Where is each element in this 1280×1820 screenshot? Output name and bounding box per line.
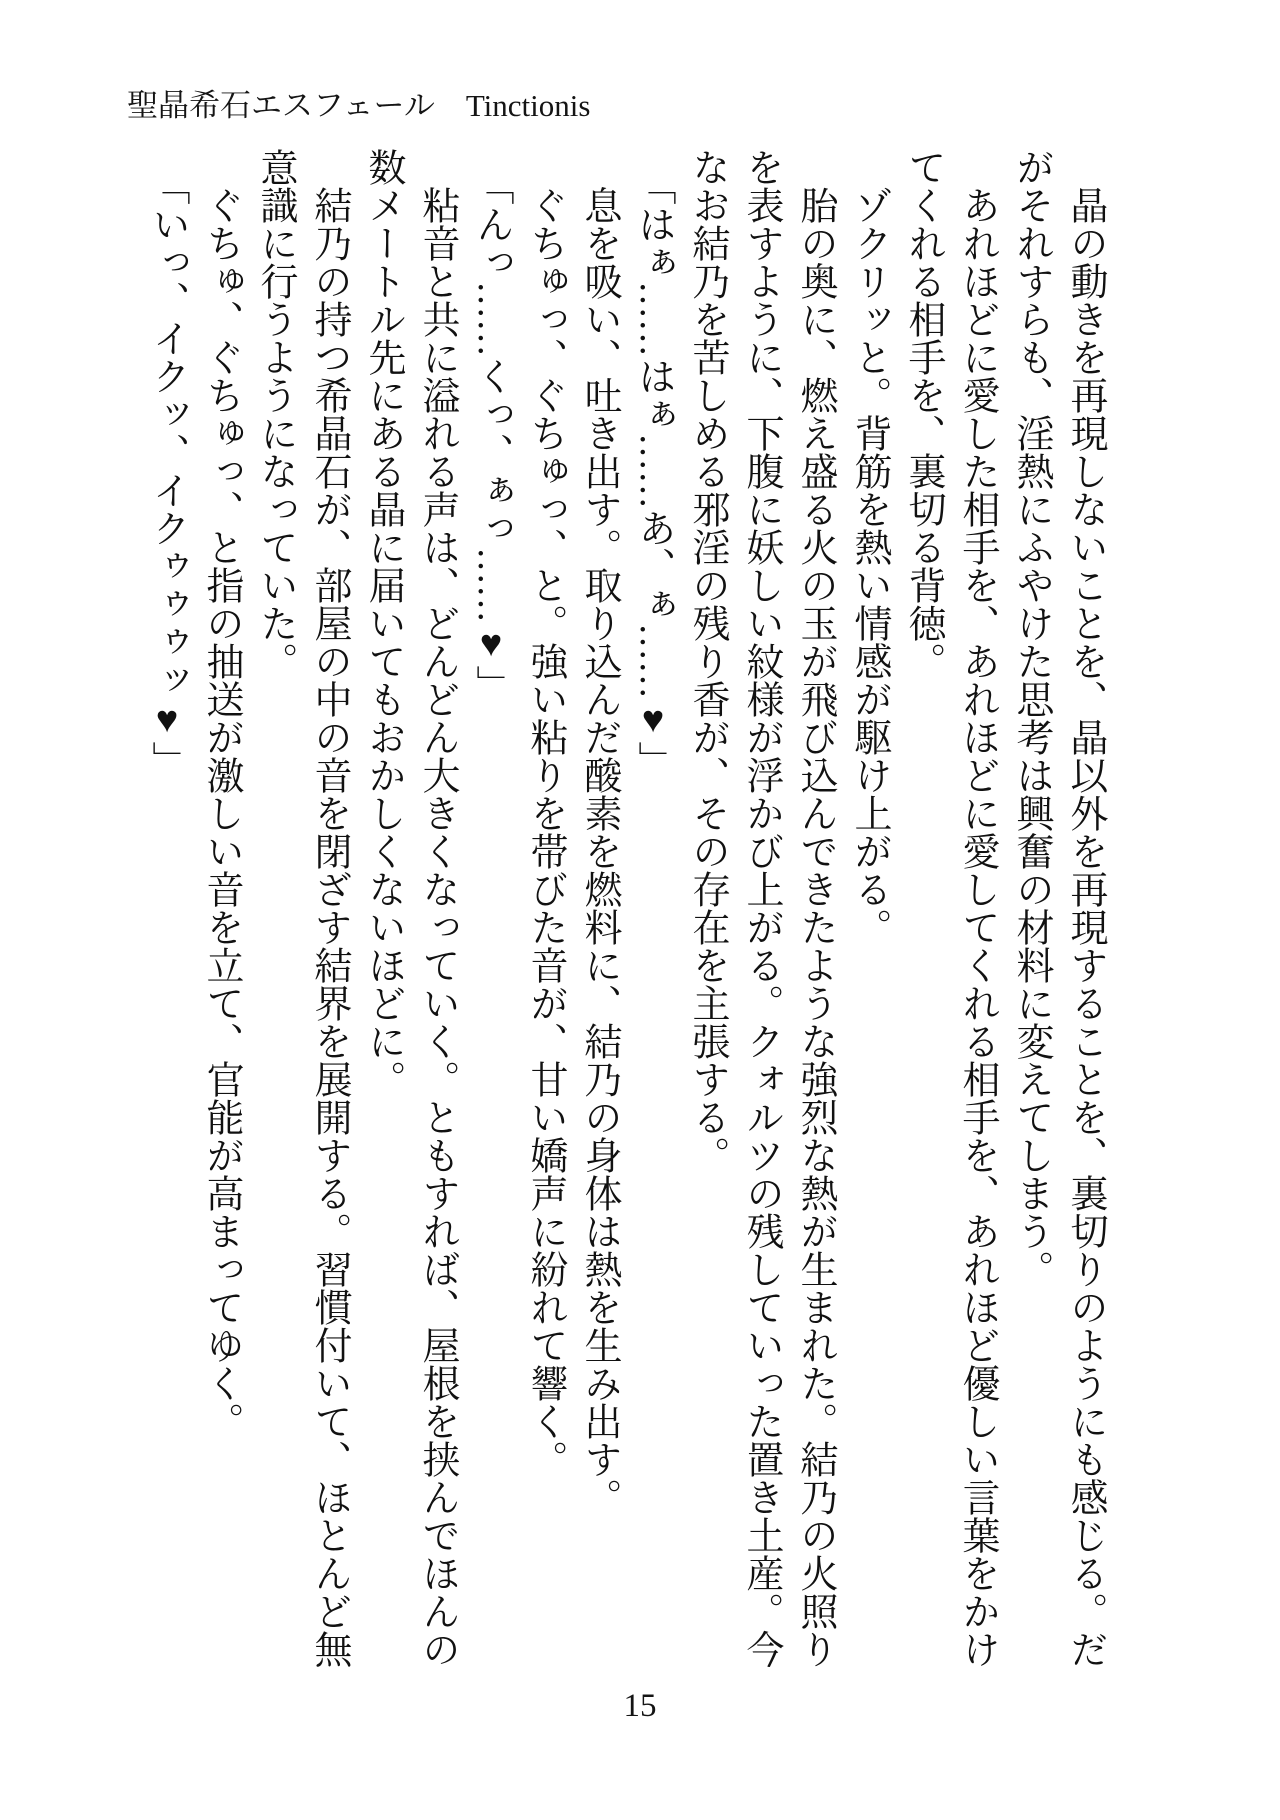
text-line: あれほどに愛した相手を、あれほどに愛してくれる相手を、あれほど優しい言葉をかけ bbox=[956, 186, 998, 1668]
text-line: なお結乃を苦しめる邪淫の残り香が、その存在を主張する。 bbox=[686, 148, 728, 1174]
text-line: 結乃の持つ希晶石が、部屋の中の音を閉ざす結界を展開する。習慣付いて、ほとんど無 bbox=[308, 186, 350, 1668]
text-line: てくれる相手を、裏切る背徳。 bbox=[902, 148, 944, 680]
text-line: 粘音と共に溢れる声は、どんどん大きくなっていく。ともすれば、屋根を挟んでほんの bbox=[416, 186, 458, 1668]
text-line: を表すように、下腹に妖しい紋様が浮かび上がる。クォルツの残していった置き土産。今 bbox=[740, 148, 782, 1668]
text-line: ゾクリッと。背筋を熱い情感が駆け上がる。 bbox=[848, 186, 890, 946]
page-title: 聖晶希石エスフェール Tinctionis bbox=[127, 88, 591, 123]
text-line: ぐちゅっ、ぐちゅっ、と。強い粘りを帯びた音が、甘い嬌声に紛れて響く。 bbox=[524, 186, 566, 1478]
text-line: 数メートル先にある晶に届いてもおかしくないほどに。 bbox=[362, 148, 404, 1098]
text-line: 「いっ、イクッ、イクゥゥゥッ♥」 bbox=[146, 167, 188, 779]
body-text bbox=[140, 148, 1112, 1693]
text-line: がそれすらも、淫熱にふやけた思考は興奮の材料に変えてしまう。 bbox=[1010, 148, 1052, 1288]
text-line: 息を吸い、吐き出す。取り込んだ酸素を燃料に、結乃の身体は熱を生み出す。 bbox=[578, 186, 620, 1516]
text-line: 意識に行うようになっていた。 bbox=[254, 148, 296, 680]
text-line: 「はぁ……はぁ……あ、ぁ……♥」 bbox=[632, 167, 674, 779]
text-line: ぐちゅ、ぐちゅっ、と指の抽送が激しい音を立て、官能が高まってゆく。 bbox=[200, 186, 242, 1440]
text-line: 晶の動きを再現しないことを、晶以外を再現することを、裏切りのようにも感じる。だ bbox=[1064, 186, 1106, 1668]
text-line: 胎の奥に、燃え盛る火の玉が飛び込んできたような強烈な熱が生まれた。結乃の火照り bbox=[794, 186, 836, 1668]
page-number: 15 bbox=[623, 1688, 657, 1724]
text-line: 「んっ……くっ、ぁっ……♥」 bbox=[470, 167, 512, 703]
